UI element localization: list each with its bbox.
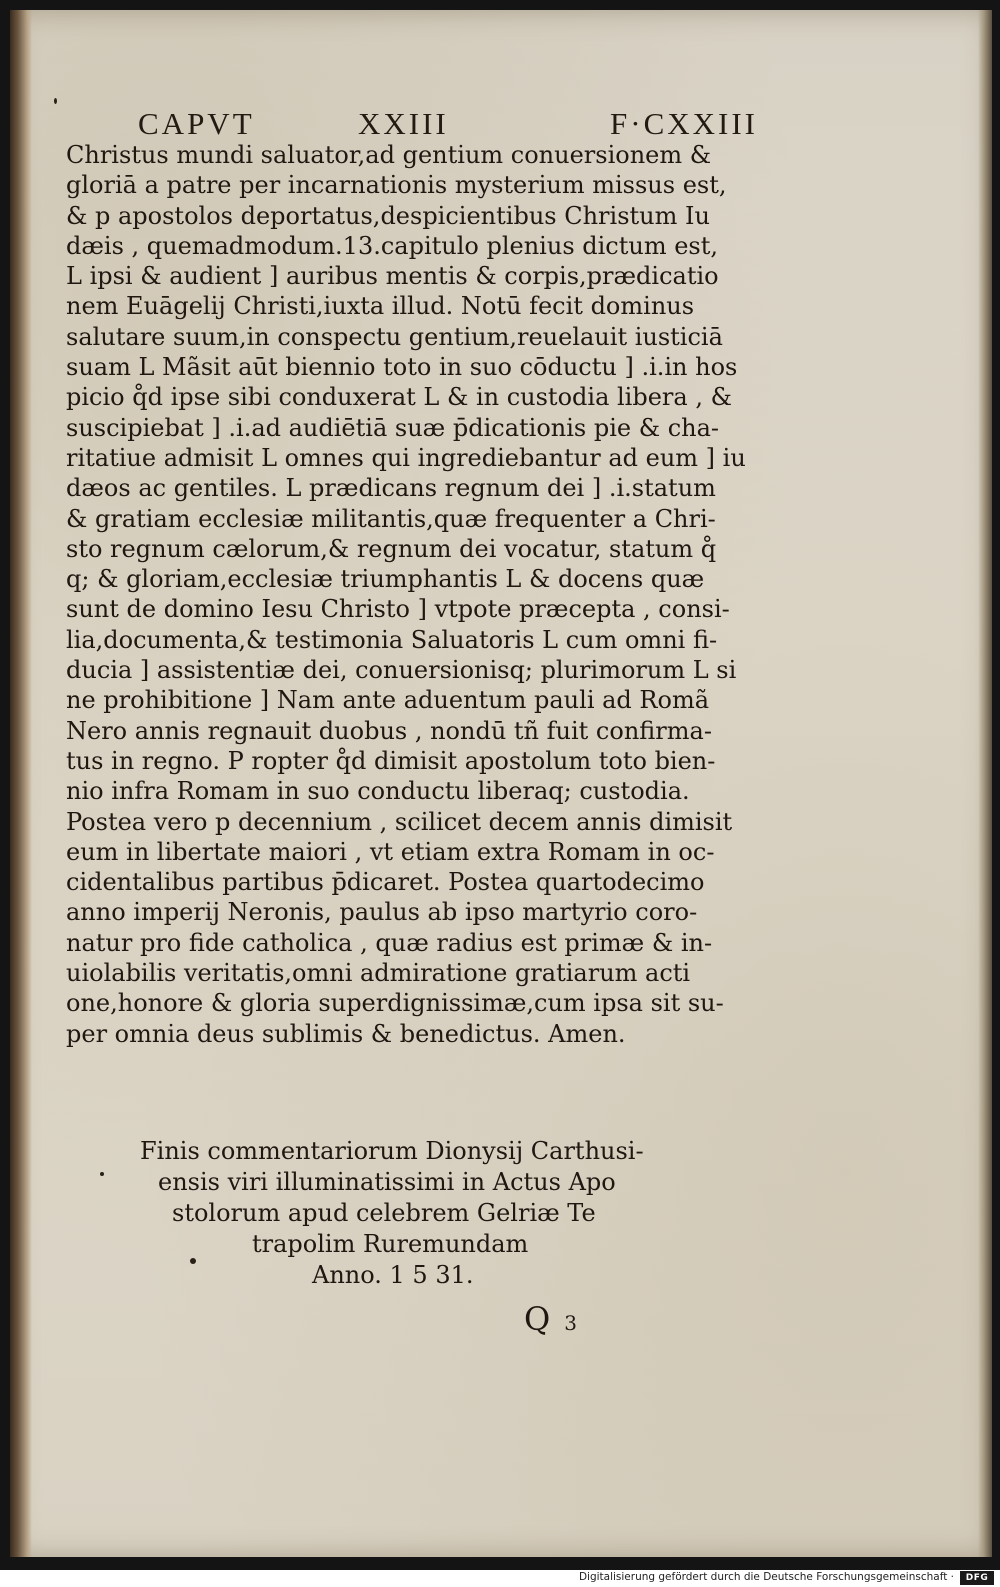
- text-line: nio infra Romam in suo conductu liberaq; custodia.: [66, 777, 690, 806]
- colophon-line: Finis commentariorum Dionysij Carthusi-: [140, 1137, 644, 1165]
- binding-gutter: [10, 10, 32, 1557]
- text-line: lia,documenta,& testimonia Saluatoris L cum omni fi-: [66, 625, 718, 654]
- text-line: & p apostolos deportatus,despicientibus Christum Iu: [66, 201, 710, 230]
- dfg-logo-icon: DFG: [960, 1571, 994, 1585]
- signature-number: 3: [564, 1311, 577, 1335]
- ink-speck: [100, 1172, 104, 1176]
- text-line: & gratiam ecclesiæ militantis,quæ frequenter a Chri-: [66, 504, 716, 533]
- text-line: uiolabilis veritatis,omni admiratione gratiarum acti: [66, 959, 691, 988]
- text-line: picio q̊d ipse sibi conduxerat L & in custodia libera , &: [66, 383, 732, 412]
- text-line: sunt de domino Iesu Christo ] vtpote præcepta , consi-: [66, 595, 730, 624]
- chapter-number: XXIII: [358, 106, 449, 141]
- folio-number: F·CXXIII: [610, 106, 758, 141]
- text-line: Christus mundi saluator,ad gentium conuersionem &: [66, 141, 712, 169]
- text-line: sto regnum cælorum,& regnum dei vocatur, statum q̊: [66, 534, 717, 563]
- colophon-line: ensis viri illuminatissimi in Actus Apo: [158, 1168, 616, 1196]
- colophon-date: Anno. 1 5 31.: [312, 1261, 474, 1289]
- text-line: per omnia deus sublimis & benedictus. Amen.: [66, 1019, 626, 1048]
- text-line: Nero annis regnauit duobus , nondū tñ fuit confirma-: [66, 716, 712, 745]
- body-text: [66, 140, 756, 1049]
- text-line: ritatiue admisit L omnes qui ingrediebantur ad eum ] iu: [66, 443, 746, 472]
- text-line: eum in libertate maiori , vt etiam extra Romam in oc-: [66, 837, 715, 866]
- text-line: anno imperij Neronis, paulus ab ipso martyrio coro-: [66, 898, 698, 927]
- signature-mark: [524, 1300, 577, 1338]
- colophon: [130, 1136, 710, 1291]
- ink-speck: [190, 1258, 196, 1264]
- chapter-label: CAPVT: [138, 106, 255, 141]
- text-line: ne prohibitione ] Nam ante aduentum pauli ad Romã: [66, 686, 710, 715]
- text-line: q; & gloriam,ecclesiæ triumphantis L & docens quæ: [66, 565, 705, 594]
- text-line: dæos ac gentiles. L prædicans regnum dei ] .i.statum: [66, 474, 716, 503]
- text-line: salutare suum,in conspectu gentium,reuelauit iusticiā: [66, 322, 723, 351]
- text-line: one,honore & gloria superdignissimæ,cum ipsa sit su-: [66, 989, 724, 1018]
- text-line: dæis , quemadmodum.13.capitulo plenius dictum est,: [66, 231, 719, 260]
- text-line: L ipsi & audient ] auribus mentis & corpis,prædicatio: [66, 262, 719, 291]
- text-line: natur pro fide catholica , quæ radius est primæ & in-: [66, 928, 713, 957]
- page-edge: [978, 10, 992, 1557]
- text-line: suam L Mãsit aūt biennio toto in suo cōductu ] .i.in hos: [66, 353, 738, 382]
- text-line: nem Euāgelij Christi,iuxta illud. Notū fecit dominus: [66, 292, 695, 321]
- colophon-line: trapolim Ruremundam: [252, 1230, 529, 1258]
- text-line: tus in regno. P ropter q̊d dimisit apostolum toto bien-: [66, 746, 716, 775]
- signature-letter: Q: [524, 1300, 551, 1338]
- text-line: gloriā a patre per incarnationis mysterium missus est,: [66, 171, 727, 200]
- book-page: [10, 10, 992, 1557]
- colophon-line: stolorum apud celebrem Gelriæ Te: [172, 1199, 596, 1227]
- ink-speck: [54, 98, 57, 104]
- funding-credit: Digitalisierung gefördert durch die Deutsche Forschungsgemeinschaft ·: [578, 1571, 954, 1583]
- text-line: Postea vero p decennium , scilicet decem annis dimisit: [66, 807, 733, 836]
- text-line: cidentalibus partibus p̄dicaret. Postea quartodecimo: [66, 868, 705, 897]
- text-line: suscipiebat ] .i.ad audiētiā suæ p̄dicationis pie & cha-: [66, 413, 720, 442]
- text-line: ducia ] assistentiæ dei, conuersionisq; plurimorum L si: [66, 656, 737, 685]
- digitization-footer: [0, 1570, 1000, 1587]
